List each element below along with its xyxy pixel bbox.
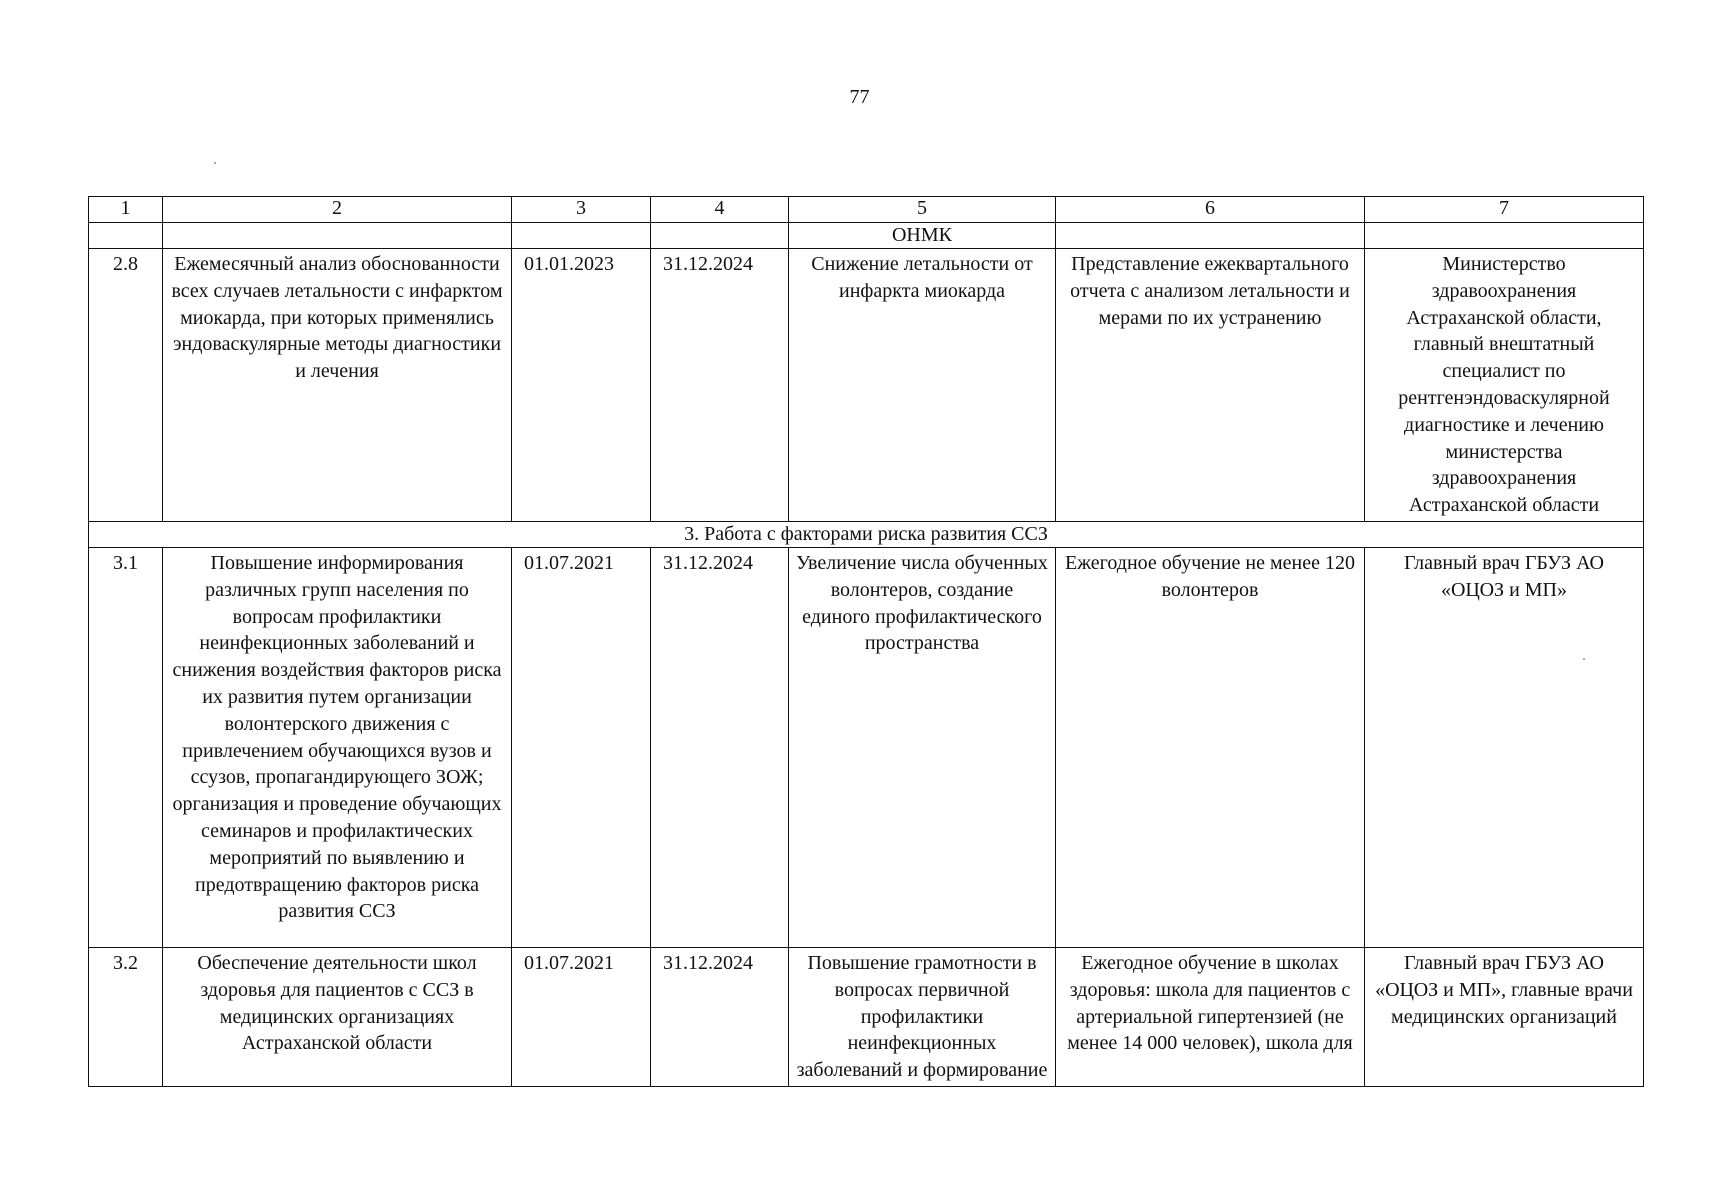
row-number: 3.2: [89, 947, 163, 1086]
end-date-cell: 31.12.2024: [651, 249, 789, 522]
measure-cell: Обеспечение деятельности школ здоровья для пациентов с ССЗ в медицинских организациях Астраханской области: [163, 947, 512, 1086]
column-number: 4: [651, 197, 789, 223]
section-title: 3. Работа с факторами риска развития ССЗ: [89, 521, 1644, 547]
column-number: 2: [163, 197, 512, 223]
start-date-cell: 01.07.2021: [512, 947, 651, 1086]
table-row: [89, 947, 1644, 1086]
row-number: 3.1: [89, 547, 163, 947]
measure-cell: Повышение информирования различных групп населения по вопросам профилактики неинфекционных заболеваний и снижения воздействия факторов риска их развития путем организации волонтерского движения с привлечением обучающихся вузов и ссузов, пропагандирующего ЗОЖ; организация и проведение обучающих семинаров и профилактических мероприятий по выявлению и предотвращению факторов риска развития ССЗ: [163, 547, 512, 947]
responsible-cell: Главный врач ГБУЗ АО «ОЦОЗ и МП»: [1365, 547, 1644, 947]
subheader-label: ОНМК: [789, 223, 1056, 249]
indicator-cell: Ежегодное обучение в школах здоровья: школа для пациентов с артериальной гипертензией (не менее 14 000 человек), школа для: [1056, 947, 1365, 1086]
result-cell: Повышение грамотности в вопросах первичной профилактики неинфекционных заболеваний и формирование: [789, 947, 1056, 1086]
column-number: 3: [512, 197, 651, 223]
empty-cell: [1365, 223, 1644, 249]
result-cell: Увеличение числа обученных волонтеров, создание единого профилактического пространства: [789, 547, 1056, 947]
column-number: 7: [1365, 197, 1644, 223]
subheader-row: [89, 223, 1644, 249]
scan-speck: [214, 162, 216, 164]
column-number: 1: [89, 197, 163, 223]
empty-cell: [1056, 223, 1365, 249]
end-date-cell: 31.12.2024: [651, 547, 789, 947]
indicator-cell: Представление ежеквартального отчета с анализом летальности и мерами по их устранению: [1056, 249, 1365, 522]
table-row: [89, 547, 1644, 947]
section-header-row: [89, 521, 1644, 547]
table-row: [89, 249, 1644, 522]
end-date-cell: 31.12.2024: [651, 947, 789, 1086]
scan-speck: [1583, 658, 1585, 660]
action-plan-table: [88, 196, 1644, 1087]
empty-cell: [651, 223, 789, 249]
start-date-cell: 01.07.2021: [512, 547, 651, 947]
responsible-cell: Министерство здравоохранения Астраханской области, главный внештатный специалист по рентгенэндоваскулярной диагностике и лечению министерства здравоохранения Астраханской области: [1365, 249, 1644, 522]
empty-cell: [89, 223, 163, 249]
column-number-row: [89, 197, 1644, 223]
measure-cell: Ежемесячный анализ обоснованности всех случаев летальности с инфарктом миокарда, при которых применялись эндоваскулярные методы диагностики и лечения: [163, 249, 512, 522]
empty-cell: [512, 223, 651, 249]
column-number: 6: [1056, 197, 1365, 223]
responsible-cell: Главный врач ГБУЗ АО «ОЦОЗ и МП», главные врачи медицинских организаций: [1365, 947, 1644, 1086]
empty-cell: [163, 223, 512, 249]
row-number: 2.8: [89, 249, 163, 522]
page-number: 77: [849, 86, 870, 108]
column-number: 5: [789, 197, 1056, 223]
start-date-cell: 01.01.2023: [512, 249, 651, 522]
indicator-cell: Ежегодное обучение не менее 120 волонтеров: [1056, 547, 1365, 947]
result-cell: Снижение летальности от инфаркта миокарда: [789, 249, 1056, 522]
